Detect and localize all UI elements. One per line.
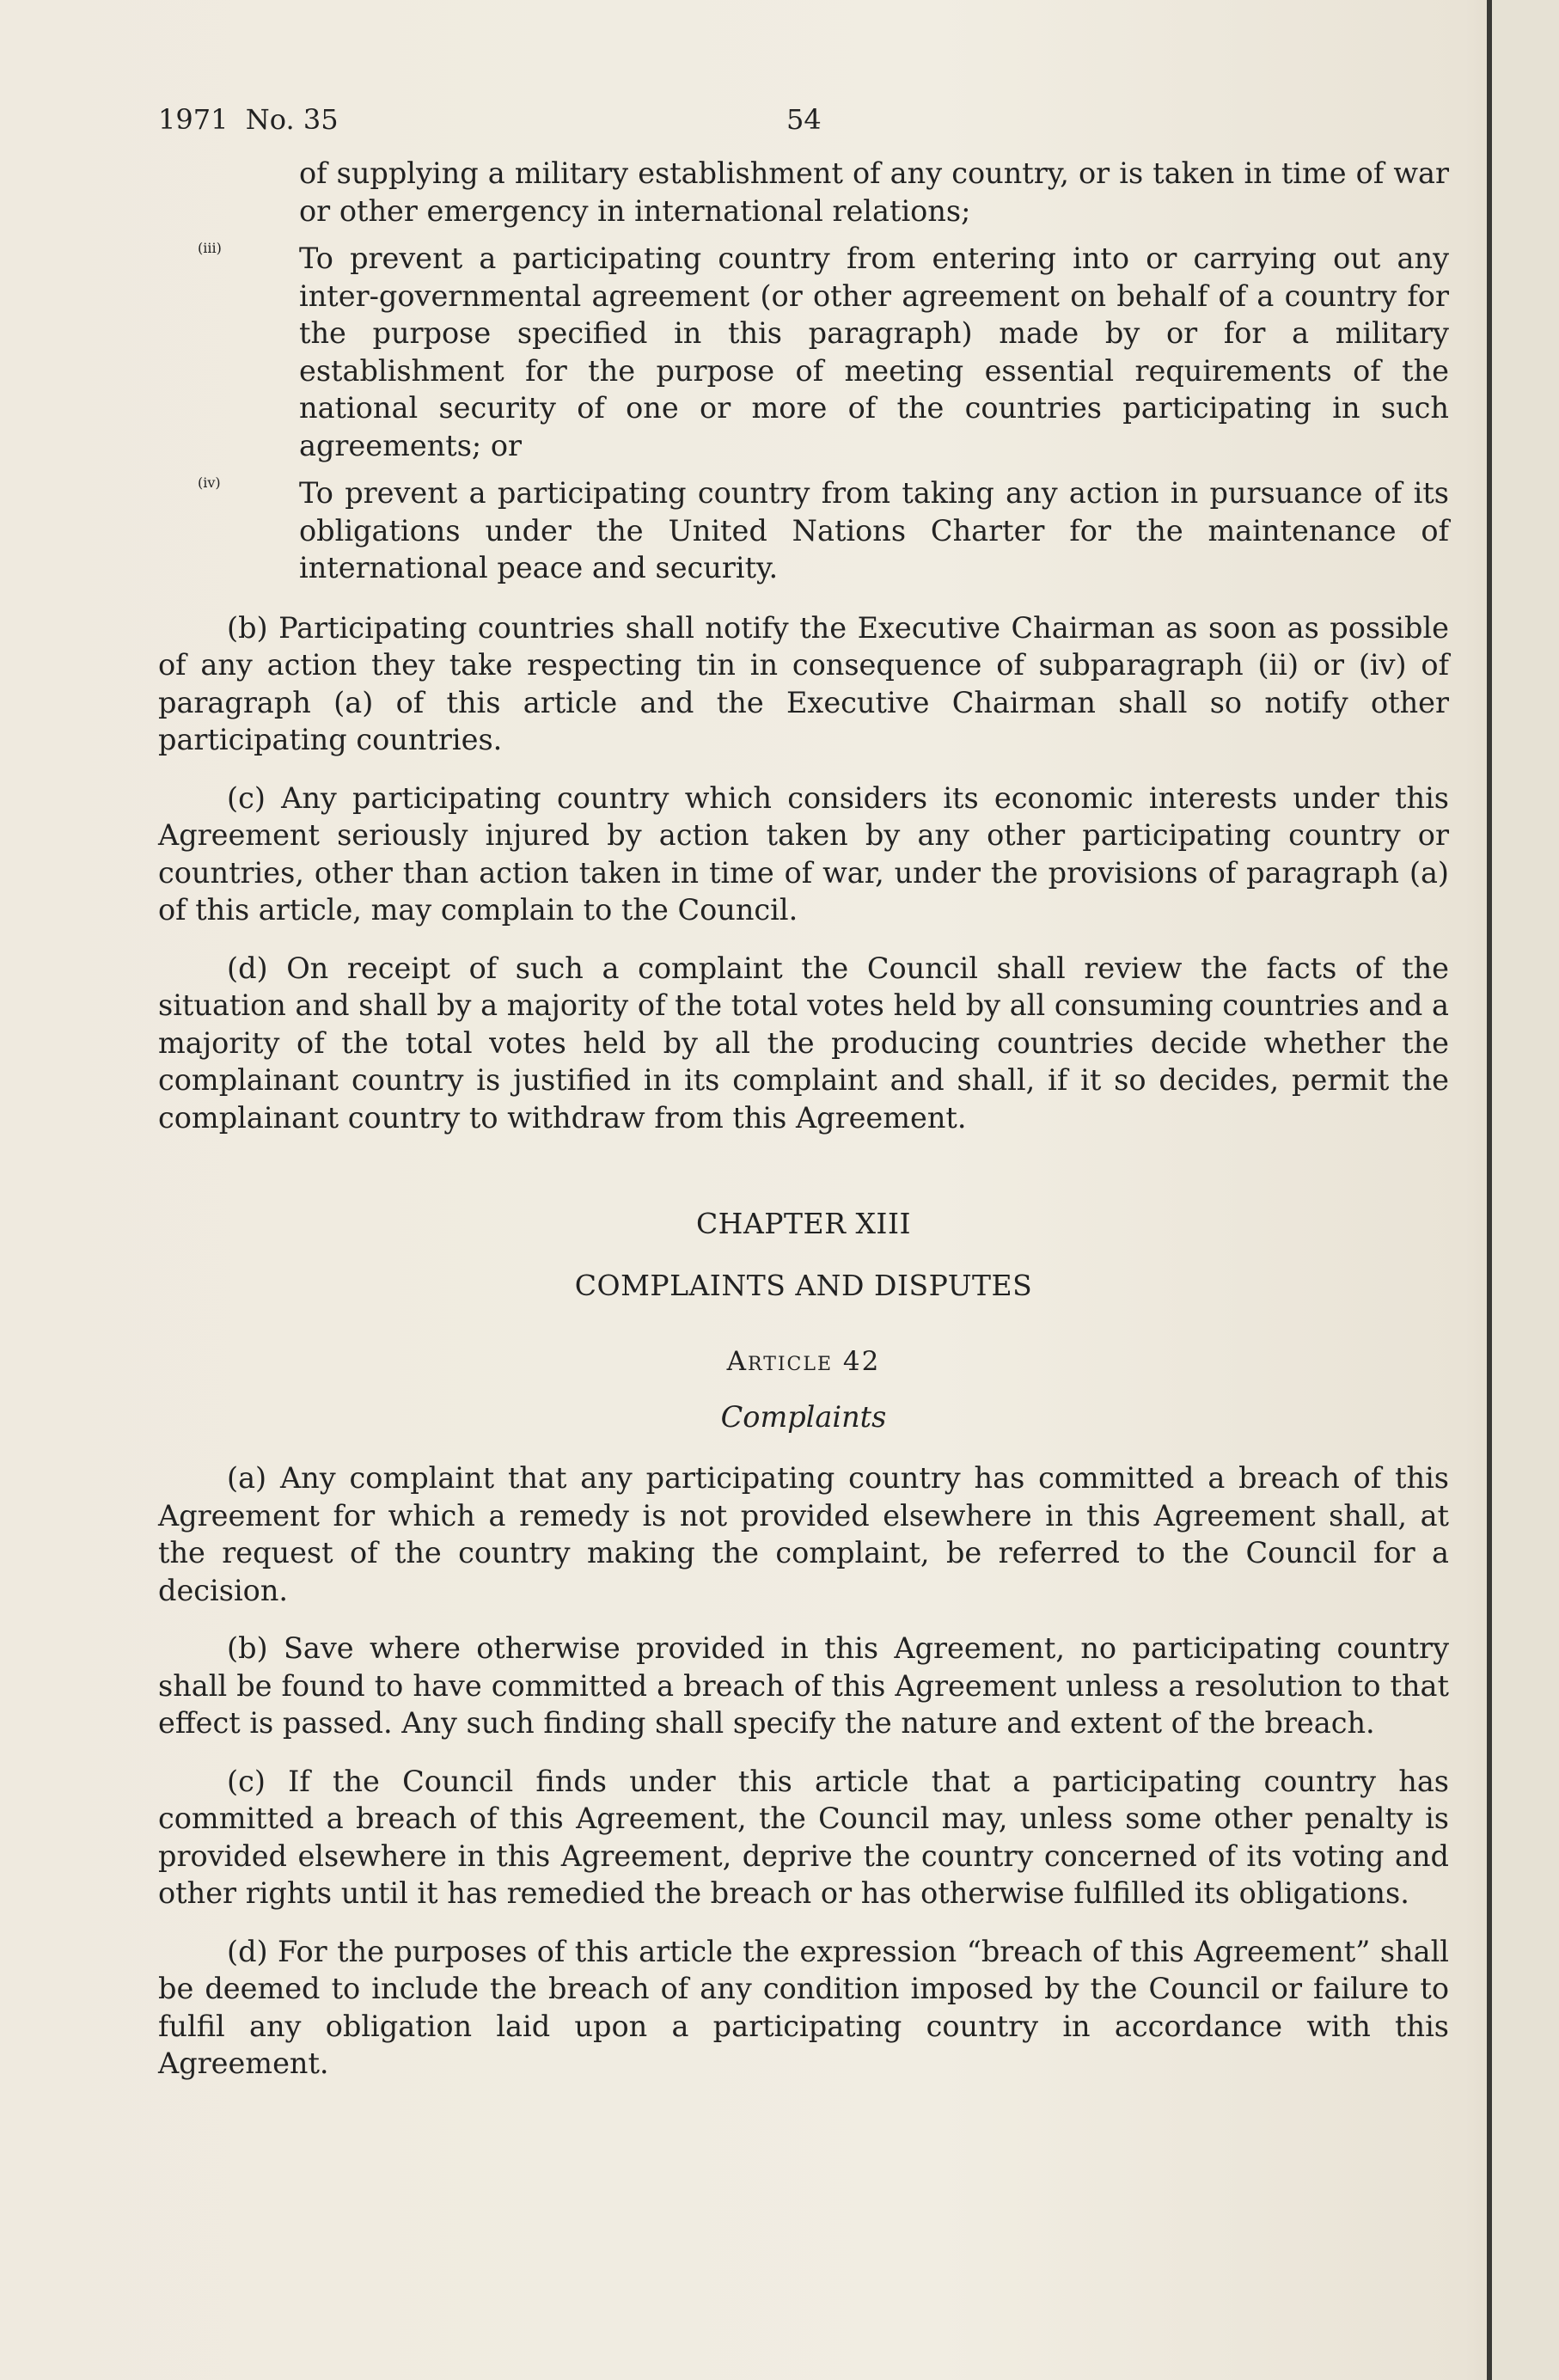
- paragraph-b: (b) Participating countries shall notify the Executive Chairman as soon as possible of any action they take respecting tin in consequence of subparagraph (ii) or (iv) of paragraph (a) of this article and the Executive Chairman shall so notify other participating countries.: [158, 610, 1449, 756]
- article-paragraph-c: (c) If the Council finds under this article that a participating country has committed a breach of this Agreement, the Council may, unless some other penalty is provided elsewhere in this Agreement, deprive the country concerned of its voting and other rights until it has remedied the breach or has otherwise fulfilled its obligations.: [158, 1764, 1449, 1910]
- article-title: Complaints: [720, 1399, 887, 1434]
- chapter-title: COMPLAINTS AND DISPUTES: [574, 1268, 1033, 1302]
- article-paragraph-a: (a) Any complaint that any participating country has committed a breach of this Agreement for which a remedy is not provided elsewhere in this Agreement shall, at the request of the country making the complaint, be referred to the Council for a decision.: [158, 1461, 1449, 1607]
- document-reference: 1971 No. 35: [158, 103, 339, 136]
- list-item-text: To prevent a participating country from taking any action in pursuance of its obligations under the United Nations Charter for the maintenance of international peace and security.: [299, 476, 1449, 584]
- paragraph-d: (d) On receipt of such a complaint the Council shall review the facts of the situation and shall by a majority of the total votes held by all consuming countries and a majority of the total votes held by all the producing countries decide whether the complainant country is justified in its complaint and shall, if it so decides, permit the complainant country to withdraw from this Agreement.: [158, 951, 1449, 1135]
- list-item-text: To prevent a participating country from entering into or carrying out any inter-governmental agreement (or other agreement on behalf of a country for the purpose specified in this paragraph) made by or for a military establishment for the purpose of meeting essential requirements of the national security of one or more of the countries participating in such agreements; or: [299, 242, 1449, 462]
- article-paragraph-d: (d) For the purposes of this article the expression “breach of this Agreement” shall be deemed to include the breach of any condition imposed by the Council or failure to fulfil any obligation laid upon a participating country in accordance with this Agreement.: [158, 1934, 1449, 2080]
- list-item: [158, 240, 1449, 464]
- list-item: [158, 155, 1449, 229]
- page-content: [158, 103, 1449, 2103]
- list-item-text: of supplying a military establishment of any country, or is taken in time of war or other emergency in international relations;: [299, 156, 1449, 228]
- list-item-number: (iii): [198, 240, 222, 256]
- list-item-number: (iv): [198, 474, 221, 491]
- chapter-heading: CHAPTER XIII: [695, 1207, 912, 1240]
- page-number: 54: [786, 103, 822, 136]
- paragraph-c: (c) Any participating country which considers its economic interests under this Agreement seriously injured by action taken by any other participating country or countries, other than action taken in time of war, under the provisions of paragraph (a) of this article, may complain to the Council.: [158, 780, 1449, 927]
- article-heading: Article 42: [726, 1346, 881, 1377]
- adjacent-page-edge: [1492, 0, 1559, 2380]
- page-header: [158, 103, 1449, 155]
- article-paragraph-b: (b) Save where otherwise provided in this Agreement, no participating country shall be found to have committed a breach of this Agreement unless a resolution to that effect is passed. Any such finding shall specify the nature and extent of the breach.: [158, 1631, 1449, 1740]
- list-item: [158, 474, 1449, 587]
